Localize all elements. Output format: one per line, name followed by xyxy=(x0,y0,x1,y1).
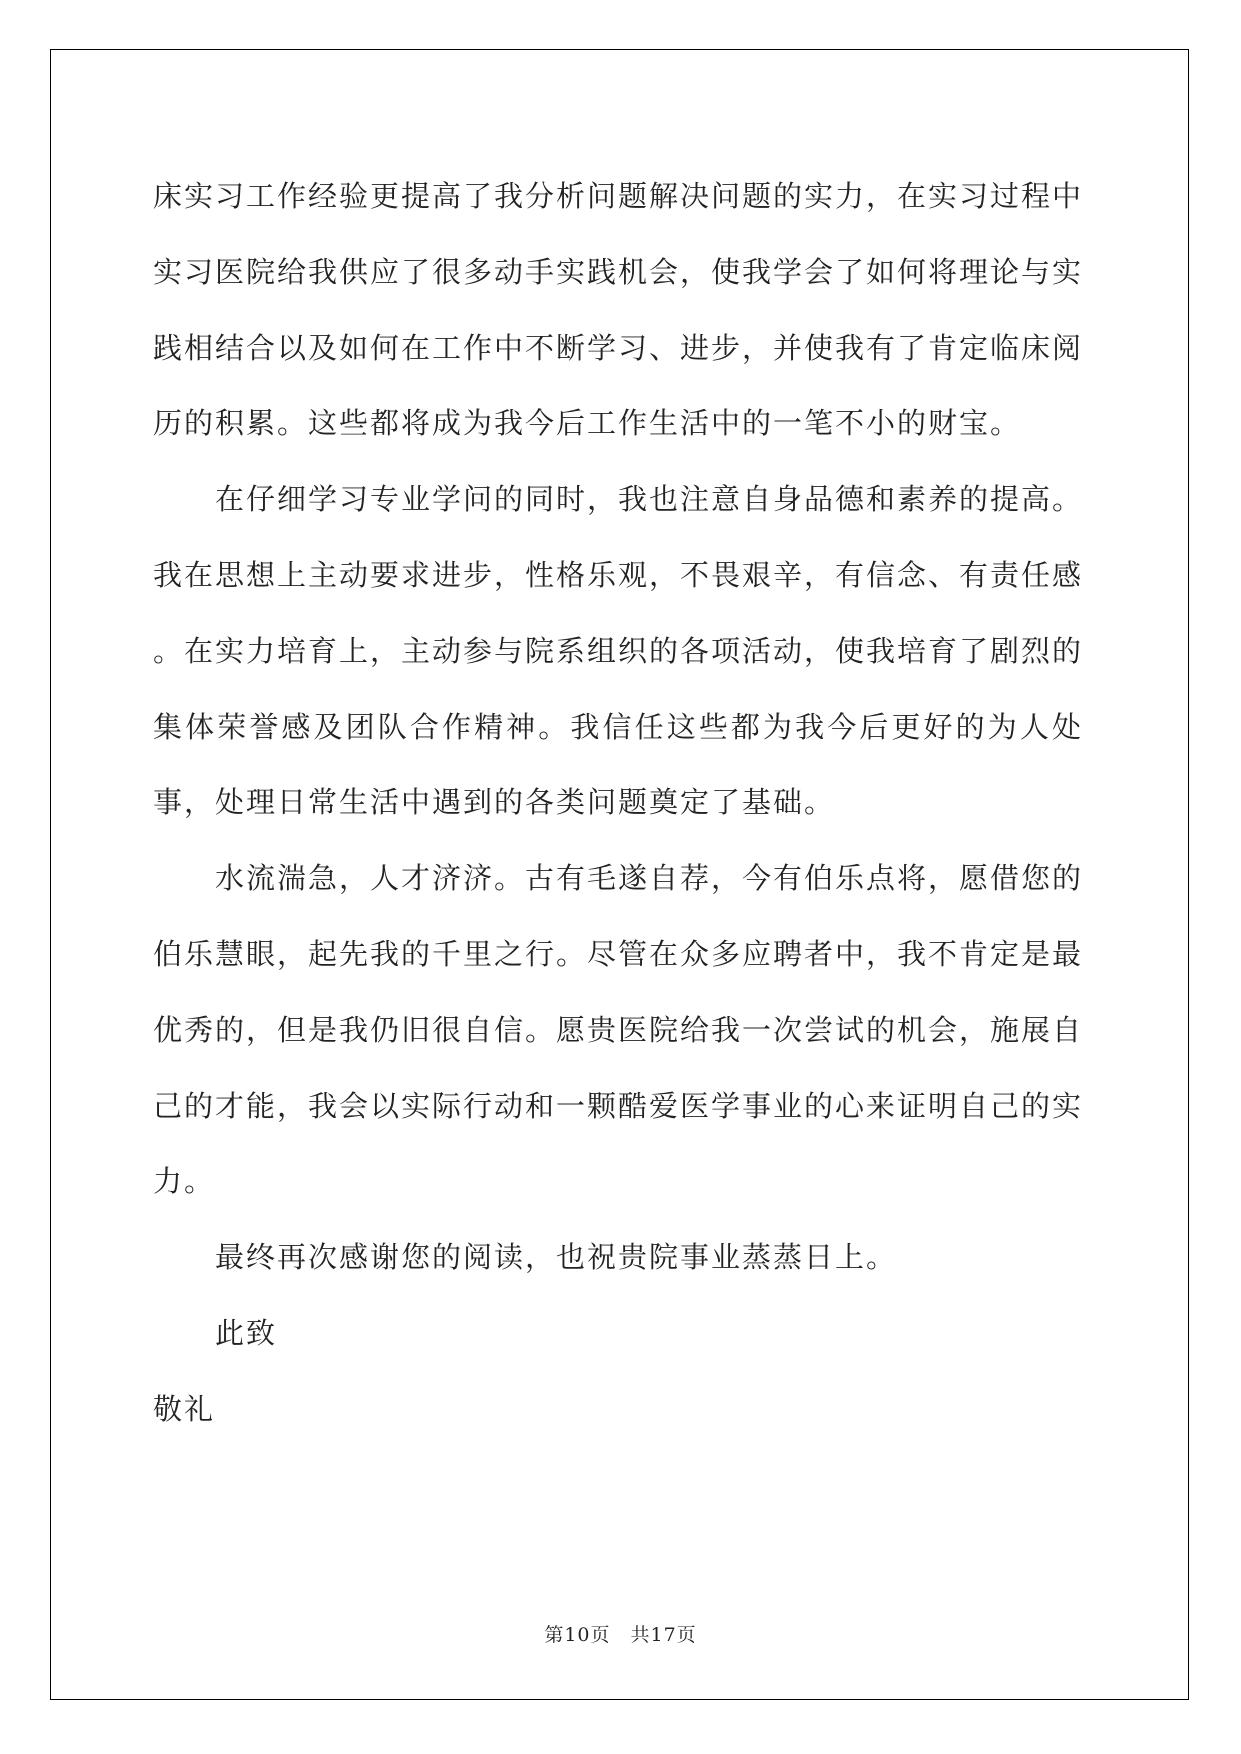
document-body xyxy=(153,159,1083,1448)
paragraph-2: 在仔细学习专业学问的同时，我也注意自身品德和素养的提高。我在思想上主动要求进步，性格乐观，不畏艰辛，有信念、有责任感 。在实力培育上，主动参与院系组织的各项活动，使我培育了剧烈的集体荣誉感及团队合作精神。我信任这些都为我今后更好的为人处事，处理日常生活中遇到的各类问题奠定了基础。 xyxy=(153,482,1084,820)
paragraph-1: 床实习工作经验更提高了我分析问题解决问题的实力，在实习过程中实习医院给我供应了很多动手实践机会，使我学会了如何将理论与实践相结合以及如何在工作中不断学习、进步，并使我有了肯定临床阅历的积累。这些都将成为我今后工作生活中的一笔不小的财宝。 xyxy=(153,179,1084,441)
closing-salutation: 此致 xyxy=(215,1315,278,1350)
closing-regards: 敬礼 xyxy=(153,1391,216,1426)
page-footer xyxy=(0,1620,1241,1647)
current-page-number: 第10页 xyxy=(544,1624,611,1646)
paragraph-3: 水流湍急，人才济济。古有毛遂自荐，今有伯乐点将，愿借您的伯乐慧眼，起先我的千里之行。尽管在众多应聘者中，我不肯定是最优秀的，但是我仍旧很自信。愿贵医院给我一次尝试的机会，施展自己的才能，我会以实际行动和一颗酷爱医学事业的心来证明自己的实力。 xyxy=(153,861,1084,1199)
total-page-count: 共17页 xyxy=(630,1624,697,1646)
paragraph-4: 最终再次感谢您的阅读，也祝贵院事业蒸蒸日上。 xyxy=(215,1240,898,1275)
